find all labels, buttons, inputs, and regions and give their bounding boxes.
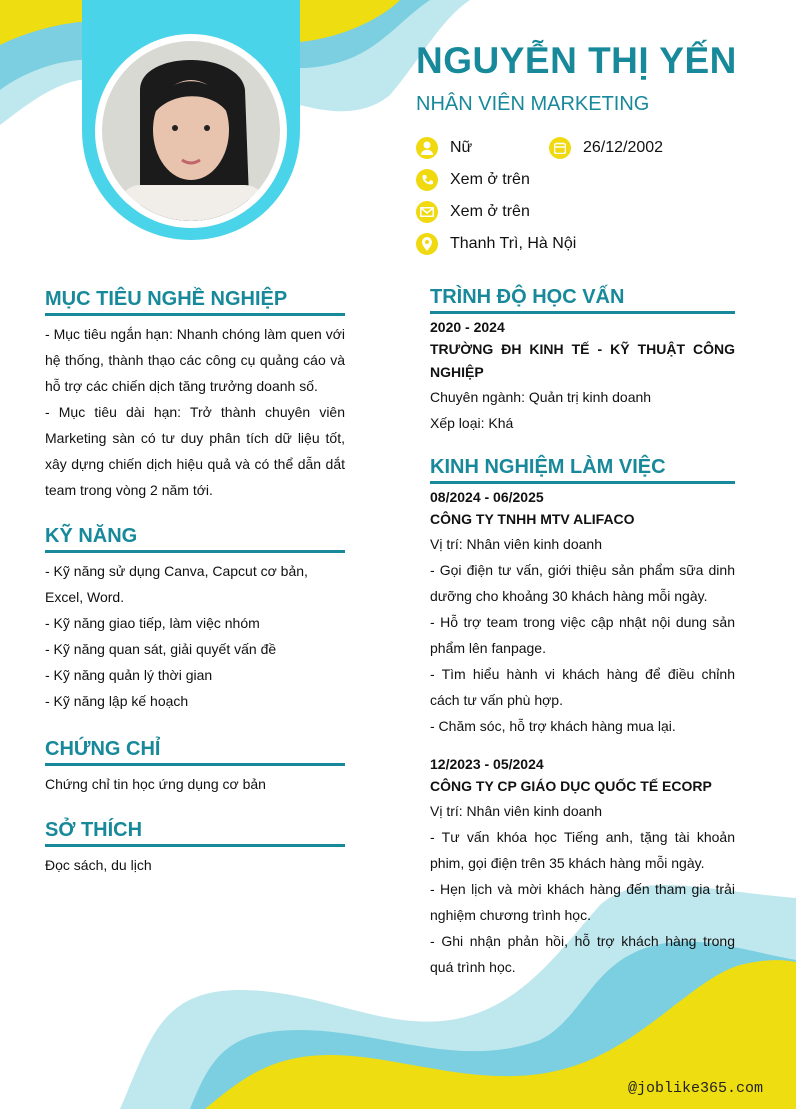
experience-heading: KINH NGHIỆM LÀM VIỆC: [430, 456, 735, 484]
job-position: Vị trí: Nhân viên kinh doanh: [430, 803, 602, 819]
dob-info: [549, 137, 663, 159]
location-pin-icon: [416, 233, 438, 255]
candidate-name: NGUYỄN THỊ YẾN: [416, 40, 737, 81]
job-entry: [430, 486, 735, 739]
job-duty: - Hỗ trợ team trong việc cập nhật nội dung sản phẩm lên fanpage.: [430, 614, 735, 656]
certificate-item: Chứng chỉ tin học ứng dụng cơ bản: [45, 776, 266, 792]
gender-value: Nữ: [450, 139, 473, 156]
certificates-heading: CHỨNG CHỈ: [45, 738, 345, 766]
short-term-goal: - Mục tiêu ngắn hạn: Nhanh chóng làm quen với hệ thống, thành thạo các công cụ quảng cáo và hỗ trợ các chiến dịch tăng trưởng doanh số.: [45, 326, 345, 394]
hobbies-text: Đọc sách, du lịch: [45, 857, 152, 873]
education-heading: TRÌNH ĐỘ HỌC VẤN: [430, 286, 735, 314]
job-duty: - Chăm sóc, hỗ trợ khách hàng mua lại.: [430, 718, 676, 734]
job-duty: - Ghi nhận phản hồi, hỗ trợ khách hàng trong quá trình học.: [430, 933, 735, 975]
address-value: Thanh Trì, Hà Nội: [450, 235, 577, 252]
skills-heading: KỸ NĂNG: [45, 525, 345, 553]
email-value: Xem ở trên: [450, 203, 530, 220]
right-column: [430, 286, 735, 980]
skills-list: [45, 558, 345, 714]
job-period: 08/2024 - 06/2025: [430, 489, 544, 505]
user-icon: [416, 137, 438, 159]
education-period: 2020 - 2024: [430, 319, 505, 335]
envelope-icon: [416, 201, 438, 223]
left-column: [45, 288, 345, 878]
address-info: [416, 233, 576, 255]
skill-item: - Kỹ năng lập kế hoạch: [45, 693, 189, 709]
job-entry: [430, 753, 735, 980]
calendar-icon: [549, 137, 571, 159]
objective-heading: MỤC TIÊU NGHỀ NGHIỆP: [45, 288, 345, 316]
job-duty: - Tư vấn khóa học Tiếng anh, tặng tài khoản phim, gọi điện trên 35 khách hàng mỗi ngày.: [430, 829, 735, 871]
skill-item: - Kỹ năng sử dụng Canva, Capcut cơ bản, Excel, Word.: [45, 563, 308, 605]
email-info: [416, 201, 530, 223]
job-duty: - Tìm hiểu hành vi khách hàng để điều chỉnh cách tư vấn phù hợp.: [430, 666, 735, 708]
grade: Xếp loại: Khá: [430, 415, 514, 431]
company-name: CÔNG TY TNHH MTV ALIFACO: [430, 511, 635, 527]
long-term-goal: - Mục tiêu dài hạn: Trở thành chuyên viên Marketing sàn có tư duy phân tích dữ liệu tốt, xây dựng chiến dịch hiệu quả và có thể dẫn dắt team trong vòng 2 năm tới.: [45, 404, 345, 498]
company-name: CÔNG TY CP GIÁO DỤC QUỐC TẾ ECORP: [430, 778, 712, 794]
phone-info: [416, 169, 530, 191]
skill-item: - Kỹ năng quan sát, giải quyết vấn đề: [45, 641, 277, 657]
watermark: @joblike365.com: [627, 1080, 763, 1097]
gender-info: [416, 137, 472, 159]
objective-text: [45, 321, 345, 503]
skill-item: - Kỹ năng quản lý thời gian: [45, 667, 213, 683]
job-position: Vị trí: Nhân viên kinh doanh: [430, 536, 602, 552]
dob-value: 26/12/2002: [583, 139, 664, 156]
phone-value: Xem ở trên: [450, 171, 530, 188]
hobbies-heading: SỞ THÍCH: [45, 819, 345, 847]
phone-icon: [416, 169, 438, 191]
major: Chuyên ngành: Quản trị kinh doanh: [430, 389, 652, 405]
job-duty: - Gọi điện tư vấn, giới thiệu sản phẩm sữa dinh dưỡng cho khoảng 30 khách hàng mỗi ngày.: [430, 562, 735, 604]
skill-item: - Kỹ năng giao tiếp, làm việc nhóm: [45, 615, 260, 631]
school-name: TRƯỜNG ĐH KINH TẾ - KỸ THUẬT CÔNG NGHIỆP: [430, 341, 735, 380]
job-period: 12/2023 - 05/2024: [430, 756, 544, 772]
job-title: NHÂN VIÊN MARKETING: [416, 93, 650, 115]
job-duty: - Hẹn lịch và mời khách hàng đến tham gia trải nghiệm chương trình học.: [430, 881, 735, 923]
